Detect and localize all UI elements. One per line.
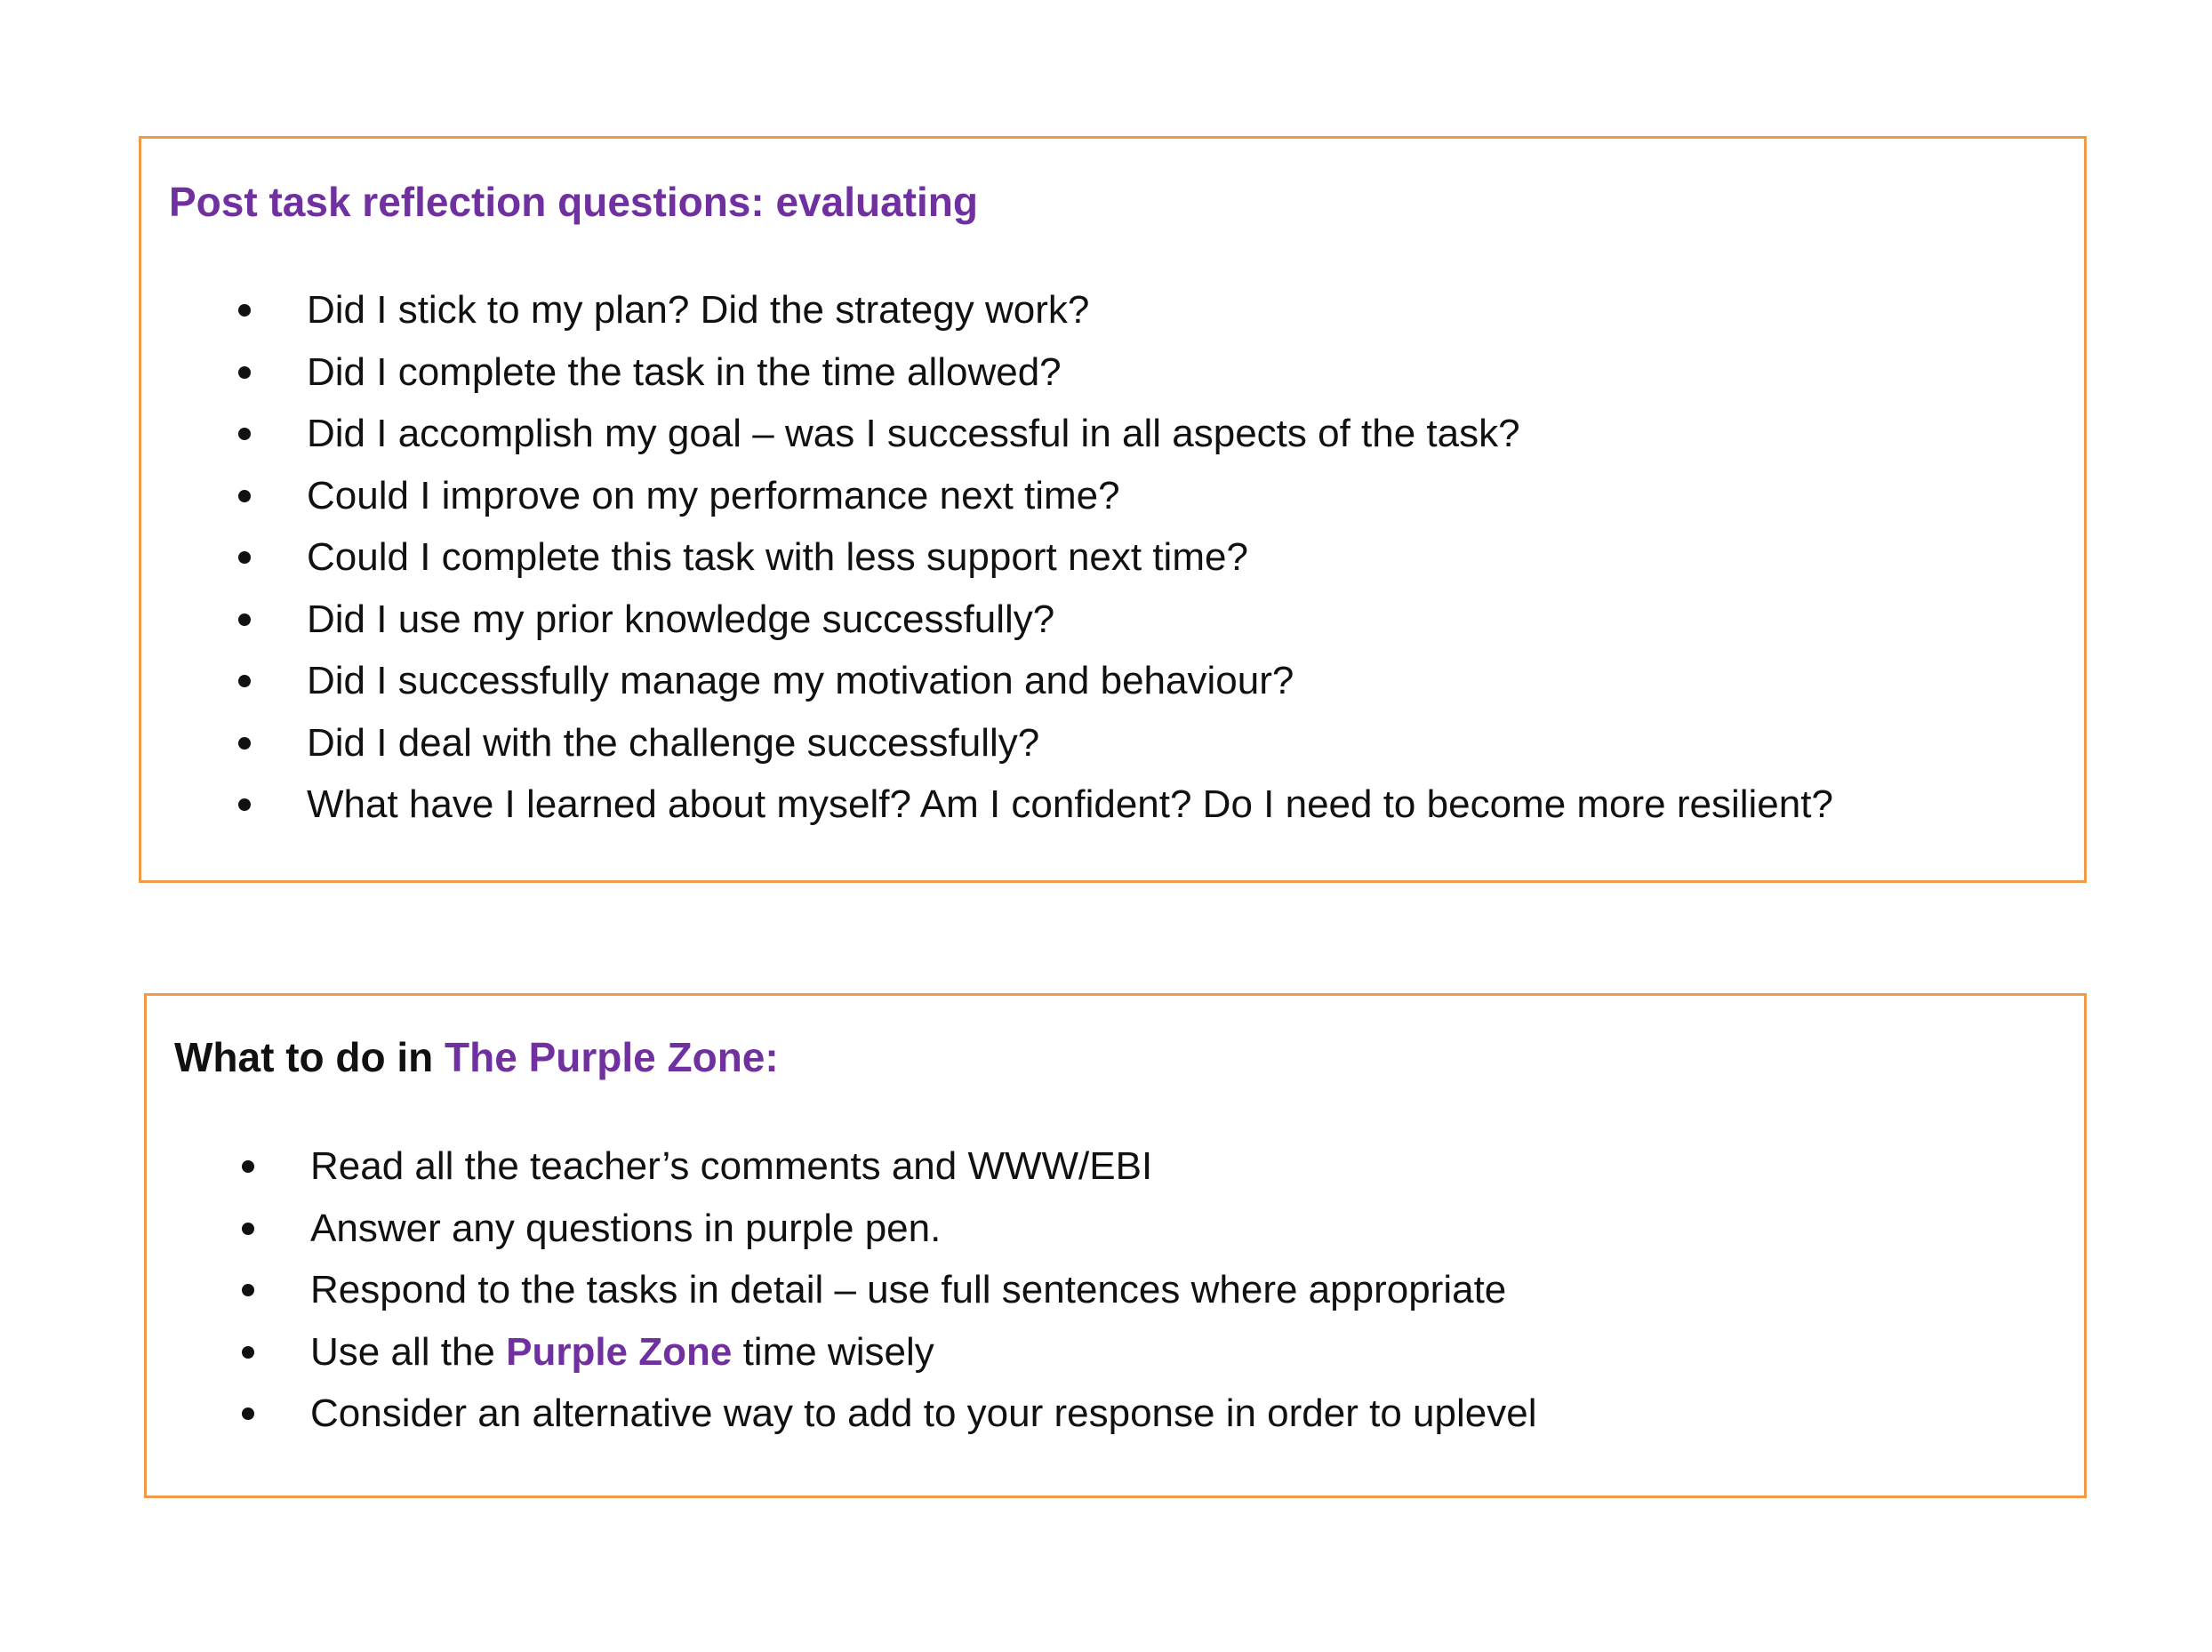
purple-zone-title-prefix: What to do in (174, 1034, 445, 1080)
bullet-icon (238, 366, 251, 379)
bullet-icon (238, 737, 251, 750)
list-item (238, 403, 1833, 465)
bullet-icon (242, 1407, 254, 1420)
list-item (238, 650, 1833, 712)
reflection-questions-box (139, 136, 2087, 883)
list-item-text: Did I use my prior knowledge successfully? (307, 597, 1055, 641)
list-item-text: What have I learned about myself? Am I confident? Do I need to become more resilient? (307, 782, 1833, 826)
list-item-text-before: Use all the (310, 1329, 507, 1374)
list-item (238, 774, 1833, 836)
list-item-text: Did I complete the task in the time allowed? (307, 349, 1062, 394)
list-item-text-after: time wisely (732, 1329, 934, 1374)
list-item (238, 341, 1833, 404)
list-item (242, 1135, 1536, 1198)
list-item-text: Did I accomplish my goal – was I successful in all aspects of the task? (307, 412, 1520, 455)
list-item-text: Did I successfully manage my motivation and behaviour? (307, 659, 1294, 702)
list-item (238, 465, 1833, 527)
bullet-icon (242, 1160, 254, 1173)
list-item-text: Could I improve on my performance next time? (307, 473, 1120, 517)
bullet-icon (238, 304, 251, 317)
purple-zone-highlight: Purple Zone (506, 1329, 733, 1374)
bullet-icon (238, 798, 251, 811)
list-item (242, 1321, 1536, 1383)
list-item (238, 279, 1833, 341)
bullet-icon (238, 675, 251, 687)
list-item-text: Consider an alternative way to add to your response in order to uplevel (310, 1391, 1537, 1435)
list-item (242, 1383, 1536, 1445)
purple-zone-title-highlight: The Purple Zone: (445, 1034, 779, 1080)
list-item-text: Answer any questions in purple pen. (310, 1206, 942, 1250)
bullet-icon (242, 1284, 254, 1296)
purple-zone-instruction-list (242, 1135, 1536, 1445)
list-item (238, 526, 1833, 589)
purple-zone-title (174, 1034, 779, 1080)
list-item-text: Did I stick to my plan? Did the strategy work? (307, 288, 1090, 332)
bullet-icon (238, 428, 251, 440)
list-item (242, 1259, 1536, 1321)
list-item (238, 712, 1833, 774)
list-item-text: Did I deal with the challenge successfully? (307, 720, 1040, 765)
list-item-text (310, 1330, 934, 1374)
bullet-icon (242, 1223, 254, 1235)
list-item-text: Read all the teacher’s comments and WWW/EBI (310, 1144, 1153, 1188)
bullet-icon (238, 490, 251, 502)
list-item-text: Could I complete this task with less support next time? (307, 535, 1248, 579)
bullet-icon (238, 613, 251, 626)
bullet-icon (238, 551, 251, 564)
purple-zone-box (144, 993, 2087, 1498)
bullet-icon (242, 1346, 254, 1359)
reflection-title: Post task reflection questions: evaluating (169, 179, 978, 225)
list-item (238, 589, 1833, 651)
list-item-text: Respond to the tasks in detail – use full sentences where appropriate (310, 1268, 1507, 1311)
reflection-question-list (238, 279, 1833, 836)
list-item (242, 1198, 1536, 1260)
